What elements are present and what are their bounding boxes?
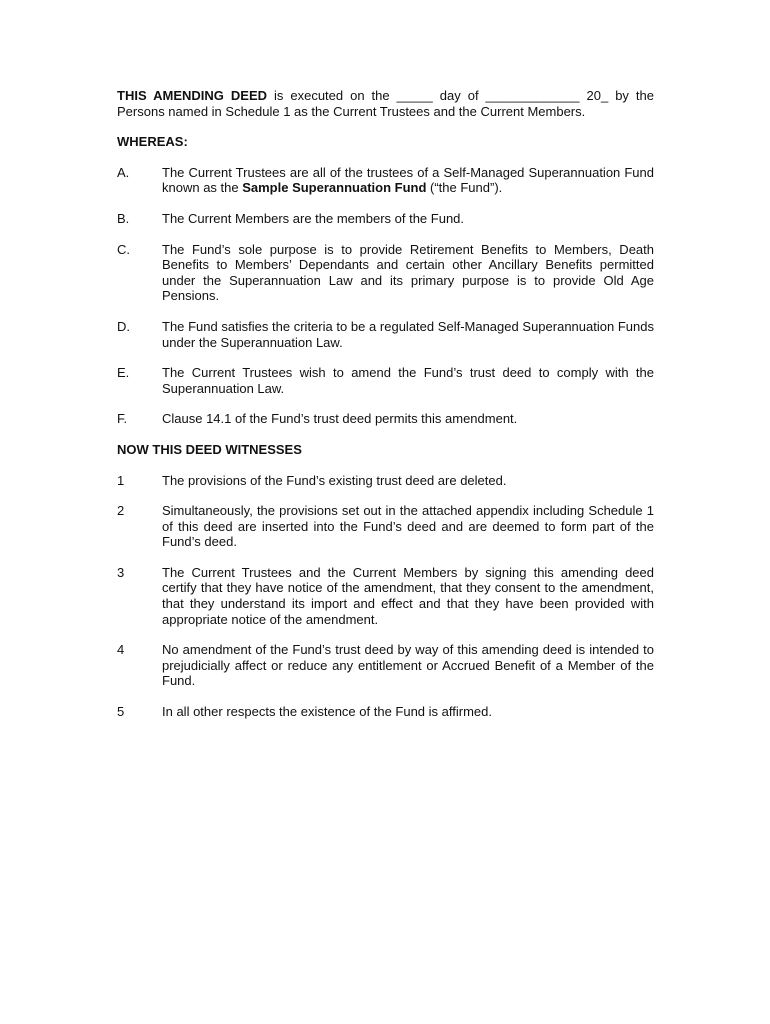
clause-5	[117, 704, 654, 720]
recital-text: The Current Trustees wish to amend the Fund’s trust deed to comply with the Superannuation Law.	[162, 365, 654, 396]
clause-text: Simultaneously, the provisions set out in the attached appendix including Schedule 1 of this deed are inserted into the Fund’s deed and are deemed to form part of the Fund’s deed.	[162, 503, 654, 550]
recital-number: B.	[117, 210, 130, 226]
intro-paragraph	[117, 88, 654, 119]
recital-number: A.	[117, 164, 130, 180]
clause-2	[117, 503, 654, 550]
intro-bold: THIS AMENDING DEED	[117, 88, 267, 103]
recital-c	[117, 242, 654, 304]
recital-text-post: (“the Fund”).	[426, 180, 503, 196]
whereas-heading: WHEREAS:	[117, 134, 188, 150]
recital-text	[162, 165, 654, 196]
recital-number: D.	[117, 318, 130, 334]
recital-number: F.	[117, 411, 128, 427]
recital-text: The Fund satisfies the criteria to be a regulated Self-Managed Superannuation Funds under the Superannuation Law.	[162, 318, 654, 350]
recital-f	[117, 411, 654, 427]
clause-number: 1	[117, 472, 125, 488]
recital-b	[117, 211, 654, 227]
clause-text: The provisions of the Fund’s existing trust deed are deleted.	[162, 472, 507, 488]
recital-text: The Fund’s sole purpose is to provide Retirement Benefits to Members, Death Benefits to Members’ Dependants and certain other Ancillary Benefits permitted under the Superannuation Law and its primary purpose is to provide Old Age Pensions.	[162, 241, 654, 304]
intro-text: is executed on the _____ day of _____________ 20_ by the Persons named in Schedule 1 as the Current Trustees and the Current Members.	[117, 88, 654, 119]
deed-content	[117, 88, 654, 735]
recital-text: The Current Members are the members of the Fund.	[162, 210, 465, 226]
recital-a	[117, 165, 654, 196]
recital-text: Clause 14.1 of the Fund’s trust deed permits this amendment.	[162, 411, 518, 427]
recital-e	[117, 365, 654, 396]
clause-4	[117, 642, 654, 689]
clause-number: 5	[117, 704, 125, 720]
clause-text: No amendment of the Fund’s trust deed by way of this amending deed is intended to prejudicially affect or reduce any entitlement or Accrued Benefit of a Member of the Fund.	[162, 642, 654, 689]
clause-3	[117, 565, 654, 627]
fund-name: Sample Superannuation Fund	[242, 180, 427, 196]
clause-number: 4	[117, 642, 125, 658]
recital-text-pre: The Current Trustees are all of the trustees of a Self-Managed Superannuation Fund known as the	[162, 164, 654, 196]
clause-number: 3	[117, 564, 125, 580]
clause-number: 2	[117, 503, 125, 519]
recital-d	[117, 319, 654, 350]
clause-text: The Current Trustees and the Current Members by signing this amending deed certify that they have notice of the amendment, that they consent to the amendment, that they understand its import and effect and that they have been provided with appropriate notice of the amendment.	[162, 564, 654, 627]
witnesses-heading: NOW THIS DEED WITNESSES	[117, 441, 302, 457]
recital-number: C.	[117, 241, 130, 257]
clause-text: In all other respects the existence of the Fund is affirmed.	[162, 704, 492, 720]
recital-number: E.	[117, 365, 130, 381]
clause-1	[117, 473, 654, 489]
